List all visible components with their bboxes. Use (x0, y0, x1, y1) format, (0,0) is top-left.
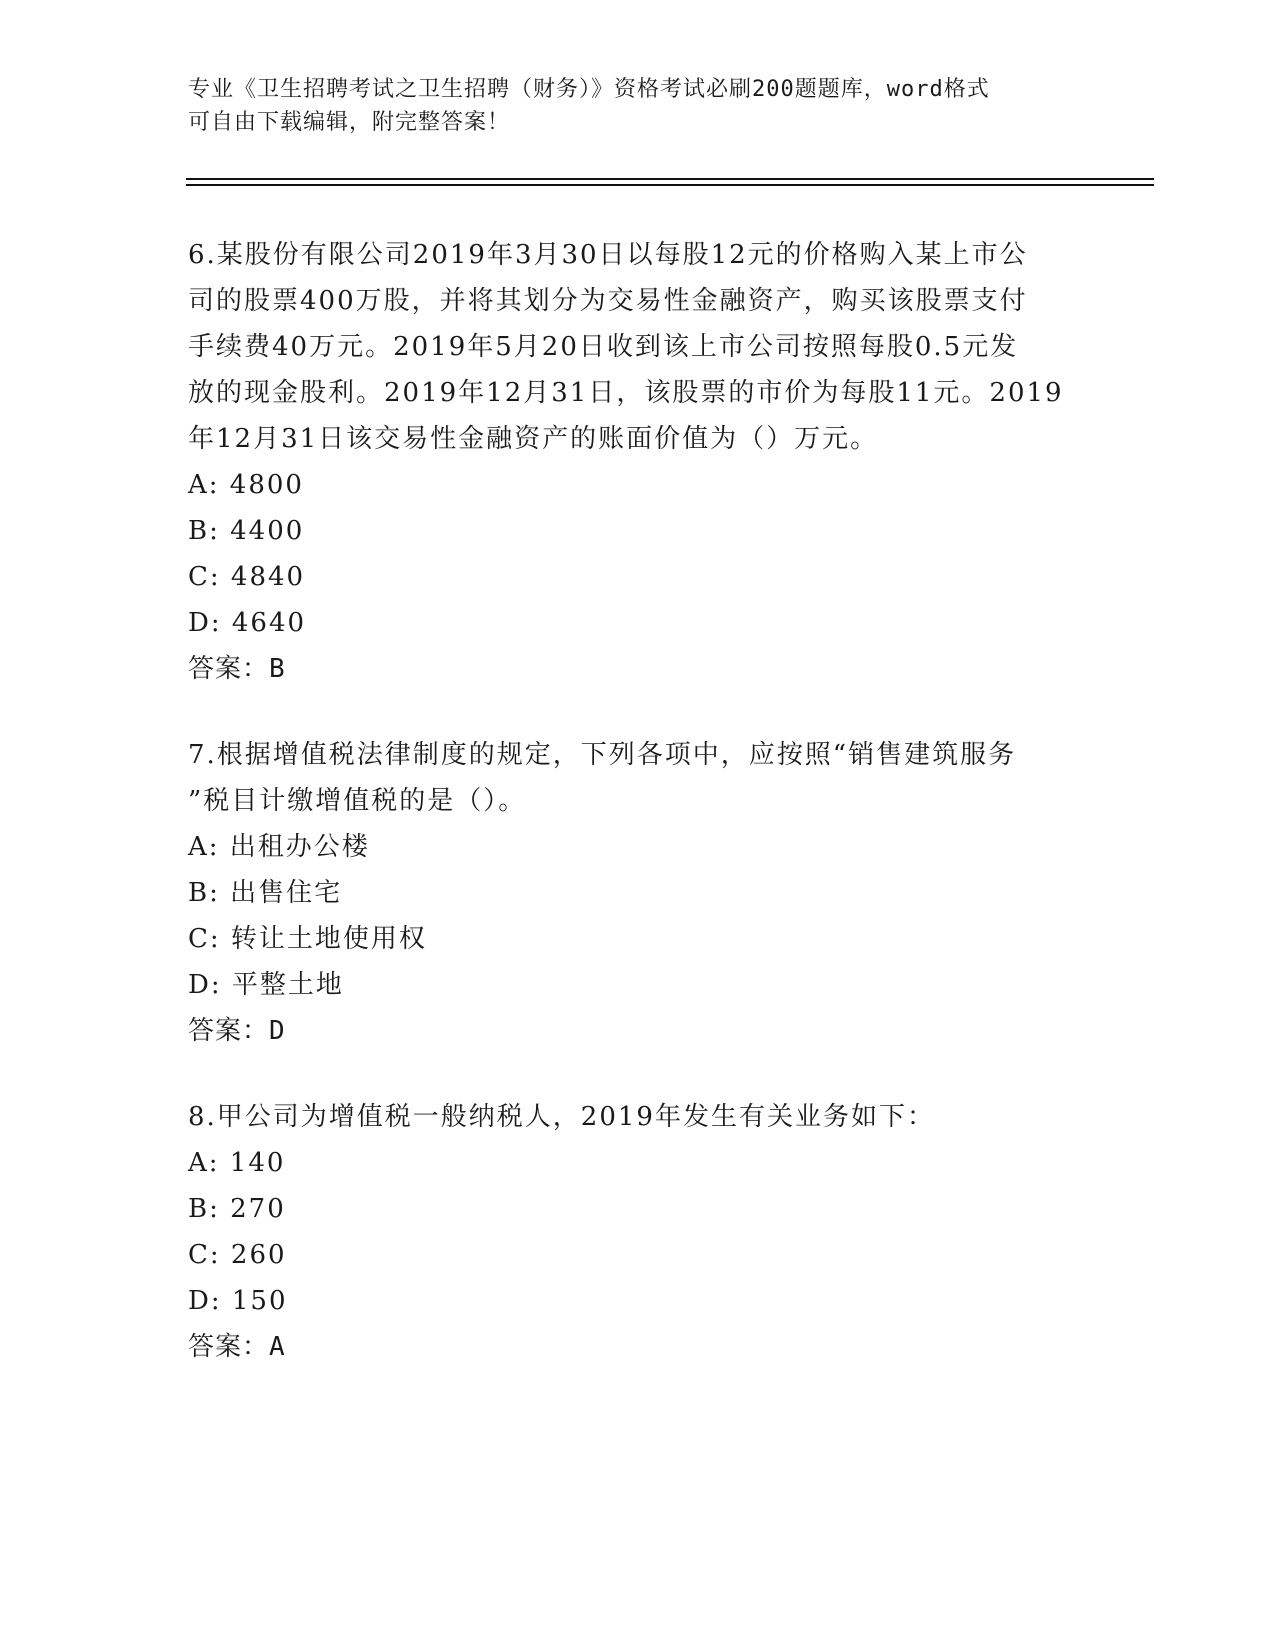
option-d: D: 4640 (188, 608, 307, 638)
question-text-line: 7.根据增值税法律制度的规定，下列各项中，应按照“销售建筑服务 (188, 740, 1017, 770)
option-c: C: 4840 (188, 562, 306, 592)
question-6 (188, 232, 1088, 692)
option-d: D: 150 (188, 1286, 288, 1316)
question-8 (188, 1094, 1088, 1370)
option-a: A: 140 (188, 1148, 286, 1178)
option-c: C: 260 (188, 1240, 287, 1270)
question-text-line: 8.甲公司为增值税一般纳税人，2019年发生有关业务如下： (188, 1102, 935, 1132)
question-text-line: 司的股票400万股，并将其划分为交易性金融资产，购买该股票支付 (188, 286, 1028, 316)
question-text-line: 放的现金股利。2019年12月31日，该股票的市价为每股11元。2019 (188, 378, 1064, 408)
question-text-line: 6.某股份有限公司2019年3月30日以每股12元的价格购入某上市公 (188, 240, 1028, 270)
answer: 答案：D (188, 1016, 286, 1046)
answer: 答案：B (188, 654, 286, 684)
question-text-line: 手续费40万元。2019年5月20日收到该上市公司按照每股0.5元发 (188, 332, 1019, 362)
question-7 (188, 732, 1088, 1054)
question-list (188, 232, 1088, 1410)
option-b: B: 4400 (188, 516, 305, 546)
answer: 答案：A (188, 1332, 286, 1362)
option-c: C: 转让土地使用权 (188, 924, 427, 954)
header-divider-top (186, 178, 1154, 180)
option-a: A: 4800 (188, 470, 304, 500)
question-text-line: ”税目计缴增值税的是（）。 (188, 786, 527, 816)
document-header (188, 73, 1088, 139)
option-a: A: 出租办公楼 (188, 832, 370, 862)
option-b: B: 出售住宅 (188, 878, 343, 908)
option-b: B: 270 (188, 1194, 286, 1224)
question-text-line: 年12月31日该交易性金融资产的账面价值为（）万元。 (188, 424, 879, 454)
option-d: D: 平整土地 (188, 970, 344, 1000)
header-line-1: 专业《卫生招聘考试之卫生招聘（财务）》资格考试必刷200题题库，word格式 (188, 77, 990, 102)
header-line-2: 可自由下载编辑，附完整答案！ (188, 110, 511, 135)
header-divider-bottom (186, 184, 1154, 186)
